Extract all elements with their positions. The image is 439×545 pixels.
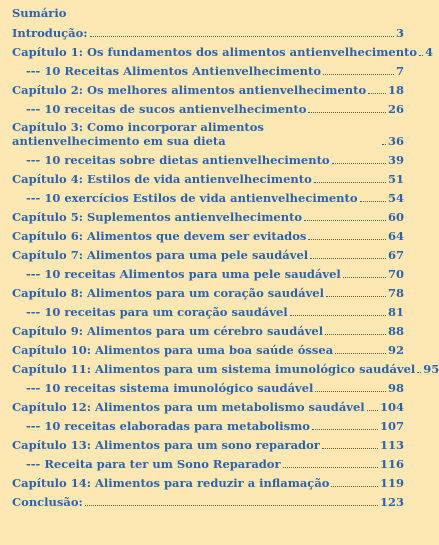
toc-page-number: 51 [387, 172, 404, 186]
toc-entry[interactable] [12, 167, 404, 186]
toc-subentry[interactable] [12, 414, 404, 433]
toc-title: Sumário [12, 6, 67, 20]
toc-entry[interactable] [12, 338, 404, 357]
toc-entry[interactable] [12, 224, 404, 243]
toc-page-number: 39 [387, 153, 404, 167]
dot-leader [368, 93, 386, 94]
toc-entry[interactable] [12, 40, 434, 59]
dot-leader [323, 74, 394, 75]
toc-subentry[interactable] [12, 300, 404, 319]
toc-subentry[interactable] [12, 59, 404, 78]
toc-page-number: 92 [387, 343, 404, 357]
dot-leader [382, 144, 386, 145]
toc-entry[interactable] [12, 21, 404, 40]
dot-leader [283, 467, 378, 468]
toc-entry-label: Capítulo 1: Os fundamentos dos alimentos antienvelhecimento [12, 45, 418, 59]
dot-leader [310, 258, 386, 259]
dot-leader [314, 182, 386, 183]
dot-leader [308, 239, 386, 240]
toc-entry-label: Capítulo 5: Suplementos antienvelhecimento [12, 210, 303, 224]
toc-page-number: 98 [387, 381, 404, 395]
toc-page-number: 67 [387, 248, 404, 262]
dot-leader [360, 201, 386, 202]
table-of-contents [12, 21, 439, 509]
dot-leader [417, 372, 421, 373]
toc-subentry[interactable] [12, 376, 404, 395]
dot-leader [308, 112, 386, 113]
toc-page-number: 78 [387, 286, 404, 300]
toc-page-number: 3 [395, 26, 404, 40]
toc-entry-label: Capítulo 9: Alimentos para um cérebro saudável [12, 324, 324, 338]
toc-entry-label: Capítulo 6: Alimentos que devem ser evitados [12, 229, 307, 243]
toc-entry-label: --- 10 receitas para um coração saudável [26, 305, 288, 319]
toc-entry[interactable] [12, 490, 404, 509]
toc-entry-label: Capítulo 8: Alimentos para um coração saudável [12, 286, 324, 300]
toc-entry-label: --- 10 receitas sistema imunológico saudável [26, 381, 314, 395]
toc-page-number: 4 [425, 45, 434, 59]
toc-page-number: 107 [379, 419, 404, 433]
toc-entry-label: --- Receita para ter um Sono Reparador [26, 457, 281, 471]
dot-leader [335, 353, 386, 354]
toc-entry[interactable] [12, 433, 404, 452]
toc-entry[interactable] [12, 243, 404, 262]
toc-entry-label: --- 10 receitas elaboradas para metabolismo [26, 419, 310, 433]
dot-leader [304, 220, 386, 221]
toc-entry-label: Introdução: [12, 26, 88, 40]
toc-entry[interactable] [12, 281, 404, 300]
toc-entry[interactable] [12, 395, 404, 414]
dot-leader [325, 334, 386, 335]
toc-entry-label: Capítulo 2: Os melhores alimentos antienvelhecimento [12, 83, 367, 97]
toc-page-number: 36 [387, 134, 404, 148]
toc-entry-label: Capítulo 4: Estilos de vida antienvelhecimento [12, 172, 312, 186]
toc-entry-label: --- 10 receitas de sucos antienvelhecimento [26, 102, 307, 116]
toc-entry[interactable] [12, 319, 404, 338]
toc-entry-label: Capítulo 7: Alimentos para uma pele saudável [12, 248, 309, 262]
toc-entry-label: Capítulo 12: Alimentos para um metabolismo saudável [12, 400, 365, 414]
toc-entry[interactable] [12, 116, 404, 148]
toc-entry-label: Capítulo 3: Como incorporar alimentos antienvelhecimento em sua dieta [12, 120, 264, 148]
toc-entry-label: Capítulo 11: Alimentos para um sistema imunológico saudável [12, 362, 416, 376]
toc-entry-label: Capítulo 10: Alimentos para uma boa saúde óssea [12, 343, 334, 357]
dot-leader [419, 55, 423, 56]
toc-entry[interactable] [12, 78, 404, 97]
toc-page-number: 104 [379, 400, 404, 414]
toc-entry-label: --- 10 Receitas Alimentos Antienvelhecimento [26, 64, 321, 78]
dot-leader [312, 429, 378, 430]
dot-leader [331, 486, 378, 487]
toc-page-number: 18 [387, 83, 404, 97]
toc-page-number: 113 [379, 438, 404, 452]
toc-entry[interactable] [12, 357, 439, 376]
dot-leader [332, 163, 386, 164]
toc-entry[interactable] [12, 205, 404, 224]
toc-page-number: 123 [379, 495, 404, 509]
toc-page-number: 54 [387, 191, 404, 205]
toc-page-number: 81 [387, 305, 404, 319]
dot-leader [315, 391, 386, 392]
toc-page-number: 119 [379, 476, 404, 490]
dot-leader [326, 296, 386, 297]
toc-subentry[interactable] [12, 262, 404, 281]
dot-leader [85, 505, 378, 506]
toc-entry-label: Capítulo 13: Alimentos para um sono reparador [12, 438, 320, 452]
toc-entry-label: Conclusão: [12, 495, 83, 509]
toc-entry-label: --- 10 receitas sobre dietas antienvelhecimento [26, 153, 330, 167]
toc-entry-label: --- 10 receitas Alimentos para uma pele saudável [26, 267, 341, 281]
toc-entry[interactable] [12, 471, 404, 490]
dot-leader [343, 277, 386, 278]
dot-leader [367, 410, 378, 411]
toc-page-number: 26 [387, 102, 404, 116]
toc-page-number: 88 [387, 324, 404, 338]
dot-leader [290, 315, 386, 316]
toc-page-number: 116 [379, 457, 404, 471]
toc-page-number: 70 [387, 267, 404, 281]
toc-page-number: 64 [387, 229, 404, 243]
toc-page-number: 7 [395, 64, 404, 78]
toc-subentry[interactable] [12, 97, 404, 116]
toc-page-number: 95 [423, 362, 439, 376]
toc-page-number: 60 [387, 210, 404, 224]
toc-entry-label: --- 10 exercícios Estilos de vida antienvelhecimento [26, 191, 358, 205]
toc-subentry[interactable] [12, 148, 404, 167]
dot-leader [90, 36, 394, 37]
toc-entry-label: Capítulo 14: Alimentos para reduzir a inflamação [12, 476, 330, 490]
toc-subentry[interactable] [12, 452, 404, 471]
toc-subentry[interactable] [12, 186, 404, 205]
dot-leader [322, 448, 378, 449]
